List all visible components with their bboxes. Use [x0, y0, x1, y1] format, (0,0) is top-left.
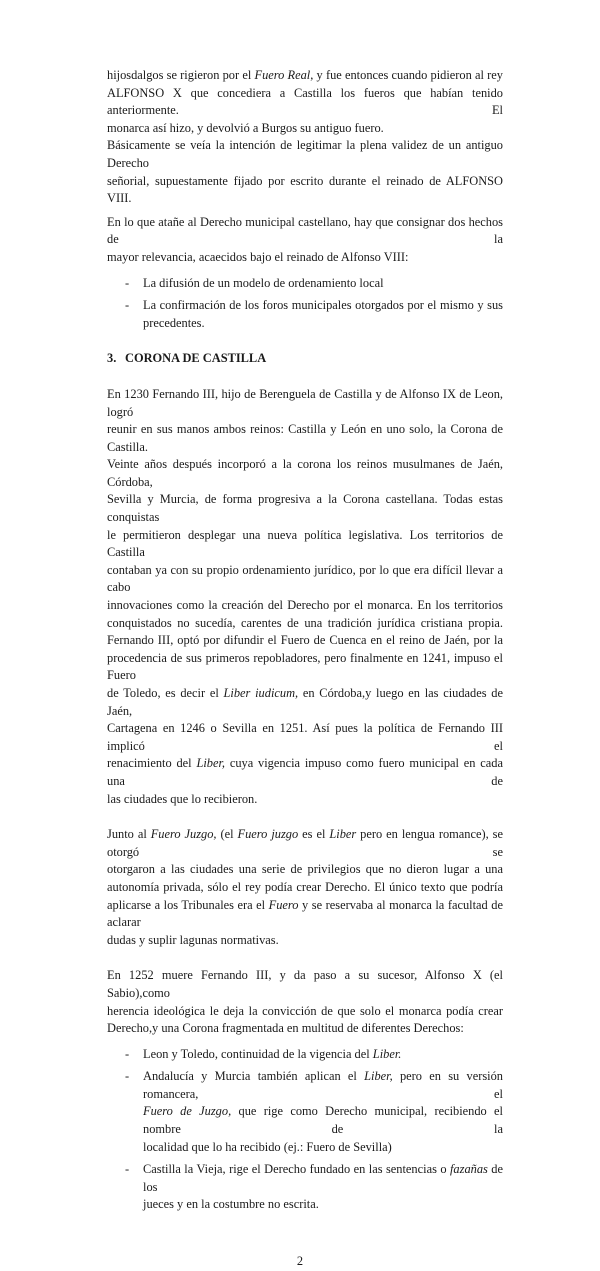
bullet-dash: -: [125, 1046, 130, 1061]
paragraph: [107, 67, 503, 137]
text: La confirmación de los foros municipales otorgados por el mismo y sus: [143, 298, 503, 313]
italic-text: Liber iudicum,: [223, 686, 299, 700]
text: de Toledo, es decir el: [107, 686, 224, 700]
text-line: [107, 720, 503, 755]
text: innovaciones como la creación del Derecho por el monarca. En los territorios: [107, 598, 503, 613]
text: En 1252 muere Fernando III, y da paso a su sucesor, Alfonso X (el Sabio),como: [107, 968, 503, 1000]
section-heading: [107, 350, 503, 368]
text-line: [107, 85, 503, 120]
text: herencia ideológica le deja la convicción de que solo el monarca podía crear: [107, 1003, 503, 1018]
text-line: [107, 879, 503, 897]
text-line: [107, 1003, 503, 1021]
text-line: [107, 214, 503, 249]
text: autonomía privada, sólo el rey podía crear Derecho. El único texto que podría: [107, 879, 503, 894]
text-line: [107, 632, 503, 650]
italic-text: Liber: [329, 827, 357, 842]
paragraph: [107, 214, 503, 267]
italic-text: Liber,: [364, 1069, 393, 1084]
text: pero en su versión romancera, el: [143, 1069, 503, 1101]
text: jueces y en la costumbre no escrita.: [143, 1197, 319, 1212]
text-line: [107, 967, 503, 1002]
text-line: [143, 1196, 503, 1214]
text: (el: [216, 827, 238, 842]
text-line: [107, 137, 503, 172]
text-line: [107, 597, 503, 615]
text: procedencia de sus primeros repobladores, pero finalmente en 1241, impuso el Fuero: [107, 650, 503, 683]
page-number: 2: [296, 1254, 304, 1269]
list-item: [107, 275, 503, 293]
italic-text: fazañas: [449, 1162, 488, 1177]
text: Veinte años después incorporó a la corona los reinos musulmanes de Jaén, Córdoba,: [107, 457, 503, 489]
list-item: [107, 1161, 503, 1214]
text-line: [107, 562, 503, 597]
text: En 1230 Fernando III, hijo de Berenguela de Castilla y de Alfonso IX de Leon, logró: [107, 386, 503, 419]
text: localidad que lo ha recibido (ej.: Fuero de Sevilla): [143, 1139, 392, 1154]
text: las ciudades que lo recibieron.: [107, 791, 258, 806]
text-line: [143, 275, 503, 293]
text: Leon y Toledo, continuidad de la vigencia del: [143, 1046, 373, 1061]
text: La difusión de un modelo de ordenamiento local: [143, 275, 384, 290]
italic-text: Fuero juzgo: [237, 827, 299, 842]
text: renacimiento del: [107, 756, 197, 771]
text: Cartagena en 1246 o Sevilla en 1251. Así pues la política de Fernando III implicó el: [107, 721, 503, 753]
text: hijosdalgos se rigieron por el: [107, 68, 255, 82]
paragraph: [107, 826, 503, 949]
list-derechos: [107, 1046, 503, 1214]
text: es el: [298, 827, 330, 842]
bullet-dash: -: [125, 1162, 130, 1177]
text-line: [107, 1020, 503, 1038]
text-line: [143, 1139, 503, 1157]
section-number: 3.: [107, 351, 117, 366]
bullet-dash: -: [125, 1069, 130, 1084]
text-line: [143, 315, 503, 333]
text: conquistados no sucedía, carentes de una tradición jurídica cristiana propia.: [107, 615, 503, 630]
text-line: [143, 1068, 503, 1103]
text-line: [107, 456, 503, 491]
text: monarca así hizo, y devolvió a Burgos su antiguo fuero.: [107, 120, 384, 135]
paragraph: [107, 967, 503, 1037]
text: Sevilla y Murcia, de forma progresiva a la Corona castellana. Todas estas conquistas: [107, 492, 503, 525]
text-line: [107, 527, 503, 562]
text-line: [107, 932, 503, 950]
text-line: [107, 120, 503, 138]
text: , y fue entonces cuando pidieron al rey: [310, 68, 504, 82]
text-line: [107, 615, 503, 633]
text-line: [107, 897, 503, 932]
text-line: [107, 421, 503, 456]
block-municipal: [107, 214, 503, 267]
text-line: [107, 386, 503, 421]
text-line: [143, 297, 503, 315]
italic-text: Fuero Juzgo,: [150, 827, 217, 842]
text-line: [143, 1161, 503, 1196]
text-line: [107, 861, 503, 879]
text-line: [107, 67, 503, 85]
text: Fernando III, optó por difundir el Fuero de Cuenca en el reino de Jaén, por la: [107, 633, 503, 648]
text: y se reservaba al monarca la facultad de aclarar: [107, 897, 503, 930]
list-alfonso-viii: [107, 275, 503, 333]
text: Derecho,y una Corona fragmentada en multitud de diferentes Derechos:: [107, 1021, 464, 1036]
text: Junto al: [107, 827, 151, 842]
block-intro: [107, 67, 503, 208]
text-line: [107, 491, 503, 526]
text: Básicamente se veía la intención de legitimar la plena validez de un antiguo Derecho: [107, 138, 503, 170]
text: cuya vigencia impuso como fuero municipal en cada una de: [107, 756, 503, 788]
paragraph: [107, 137, 503, 207]
text-line: [107, 249, 503, 267]
italic-text: Fuero: [268, 897, 299, 912]
text-line: [107, 685, 503, 720]
text-line: [107, 650, 503, 685]
list-item: [107, 1068, 503, 1156]
italic-text: Fuero Real: [254, 68, 311, 82]
text: aplicarse a los Tribunales era el: [107, 897, 269, 912]
text: Andalucía y Murcia también aplican el: [143, 1069, 365, 1084]
text-line: [107, 173, 503, 208]
bullet-dash: -: [125, 275, 130, 290]
italic-text: Fuero de Juzgo,: [143, 1104, 232, 1119]
text: contaban ya con su propio ordenamiento jurídico, por lo que era difícil llevar a cabo: [107, 562, 503, 595]
text-line: [107, 755, 503, 790]
block-alfonso-x: [107, 967, 503, 1037]
block-fernando-iii: [107, 386, 503, 808]
text: otorgaron a las ciudades una serie de privilegios que no dieron lugar a una: [107, 862, 503, 877]
text: dudas y suplir lagunas normativas.: [107, 932, 279, 947]
list-item: [107, 1046, 503, 1064]
text: reunir en sus manos ambos reinos: Castilla y León en uno solo, la Corona de Castilla.: [107, 422, 503, 454]
text: En lo que atañe al Derecho municipal castellano, hay que consignar dos hechos de la: [107, 214, 503, 247]
text: ALFONSO X que concediera a Castilla los fueros que habían tenido anteriormente. El: [107, 85, 503, 118]
text-line: [107, 791, 503, 809]
text: que rige como Derecho municipal, recibiendo el nombre de la: [143, 1104, 504, 1137]
section-title: CORONA DE CASTILLA: [125, 351, 267, 366]
italic-text: Liber.: [372, 1046, 402, 1061]
bullet-dash: -: [125, 298, 130, 313]
text: Castilla la Vieja, rige el Derecho fundado en las sentencias o: [143, 1162, 450, 1177]
text-line: [143, 1046, 503, 1064]
text: de los: [143, 1162, 503, 1194]
block-fuero-juzgo: [107, 826, 503, 949]
paragraph: [107, 386, 503, 808]
text: pero en lengua romance), se otorgó se: [107, 827, 503, 859]
text: precedentes.: [143, 315, 205, 330]
italic-text: Liber,: [196, 756, 226, 771]
text: le permitieron desplegar una nueva política legislativa. Los territorios de Castilla: [107, 527, 503, 560]
text: señorial, supuestamente fijado por escrito durante el reinado de ALFONSO VIII.: [107, 173, 503, 206]
text: en Córdoba,y luego en las ciudades de Jaén,: [107, 686, 503, 718]
list-item: [107, 297, 503, 332]
text-line: [143, 1103, 503, 1138]
text-line: [107, 826, 503, 861]
text: mayor relevancia, acaecidos bajo el reinado de Alfonso VIII:: [107, 249, 409, 264]
